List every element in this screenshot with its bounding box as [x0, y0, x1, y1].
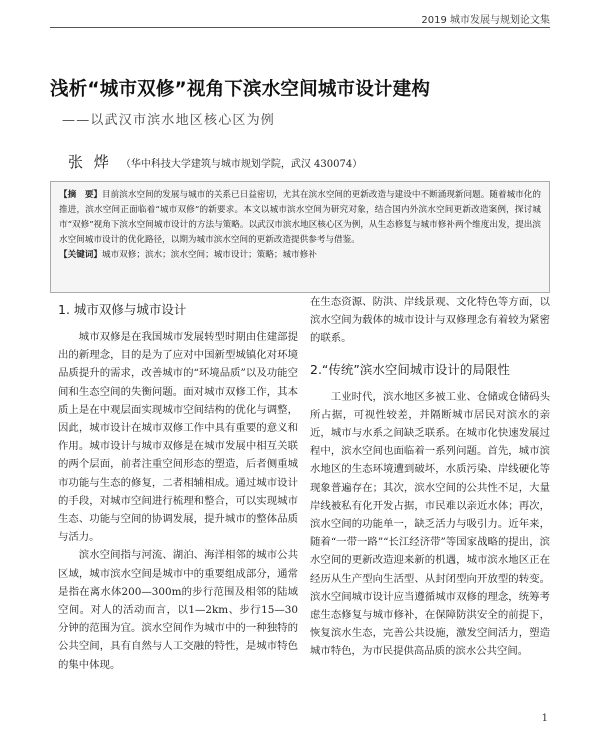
abstract-text: 目前滨水空间的发展与城市的关系已日益密切，尤其在滨水空间的更新改造与建设中不断涌现新问题。随着城市化的推进，滨水空间正面临着“城市双修”的新要求。本文以城市滨水空间为研究对象，结合国内外滨水空间更新改造案例，探讨城市“双修”视角下滨水空间城市设计的方法与策略。以武汉市滨水地区核心区为例，从生态修复与城市修补两个维度出发，提出滨水空间城市设计的优化路径，以期为城市滨水空间的更新改造提供参考与借鉴。: [59, 190, 541, 245]
abstract-box: [50, 181, 550, 293]
header-rule: [50, 27, 550, 28]
journal-header: 2019 城市发展与规划论文集: [421, 15, 550, 26]
keywords-text: 城市双修；滨水；滨水空间；城市设计；策略；城市修补: [101, 250, 317, 260]
section-2-lead: 在生态资源、防洪、岸线景观、文化特色等方面，以滨水空间为载体的城市设计与双修理念有着较为紧密的联系。: [310, 296, 550, 345]
page-number: 1: [541, 713, 548, 724]
keywords-line: [59, 248, 541, 263]
right-column: [310, 293, 550, 713]
section-1-heading: 1. 城市双修与城市设计: [58, 302, 187, 317]
author-line: [68, 151, 362, 172]
article-subtitle: ——以武汉市滨水地区核心区为例: [62, 113, 276, 128]
article-title: 浅析“城市双修”视角下滨水空间城市设计建构: [50, 79, 431, 100]
section-2-paragraph-1: 工业时代，滨水地区多被工业、仓储或仓储码头所占据，可视性较差，并隔断城市居民对滨水的亲近，城市与水系之间缺乏联系。在城市化快速发展过程中，滨水空间也面临着一系列问题。首先，城市滨水地区的生态环境遭到破坏，水质污染、岸线硬化等现象普遍存在；其次，滨水空间的公共性不足，大量岸线被私有化开发占据，市民难以亲近水体；再次，滨水空间的功能单一，缺乏活力与吸引力。近年来，随着“一带一路”“长江经济带”等国家战略的提出，滨水空间的更新改造迎来新的机遇，城市滨水地区正在经历从生产型向生活型、从封闭型向开放型的转变。滨水空间城市设计应当遵循城市双修的理念，统筹考虑生态修复与城市修补，在保障防洪安全的前提下，恢复滨水生态，完善公共设施，激发空间活力，塑造城市特色，为市民提供高品质的滨水公共空间。: [310, 390, 550, 658]
section-2-heading: 2.“传统”滨水空间城市设计的局限性: [310, 361, 510, 377]
abstract-label: 【摘 要】: [59, 190, 103, 200]
keywords-label: 【关键词】: [59, 250, 102, 260]
section-1-paragraph-1: 城市双修是在我国城市发展转型时期由住建部提出的新理念，目的是为了应对中国新型城镇化对环境品质提升的需求，改善城市的“环境品质”以及功能空间和生态空间的失衡问题。面对城市双修工作，其本质上是在中观层面实现城市空间结构的优化与调整，因此，城市设计在城市双修工作中具有重要的意义和作用。城市设计与城市双修是在城市发展中相互关联的两个层面，前者注重空间形态的塑造，后者侧重城市功能与生态的修复，二者相辅相成。通过城市设计的手段，对城市空间进行梳理和整合，可以实现城市生态、功能与空间的协调发展，提升城市的整体品质与活力。: [58, 331, 298, 544]
author-name: 张 烨: [68, 153, 112, 171]
author-affiliation: （华中科技大学建筑与城市规划学院，武汉 430074）: [120, 159, 363, 170]
left-column: [58, 296, 298, 716]
section-1-paragraph-2: 滨水空间指与河流、湖泊、海洋相邻的城市公共区域，城市滨水空间是城市中的重要组成部分，通常是指在离水体200—300m的步行范围及相邻的陆域空间。对人的活动而言，以1—2km、步行15—30分钟的范围为宜。滨水空间作为城市中的一种独特的公共空间，具有自然与人工交融的特性，是城市特色的集中体现。: [58, 549, 298, 671]
